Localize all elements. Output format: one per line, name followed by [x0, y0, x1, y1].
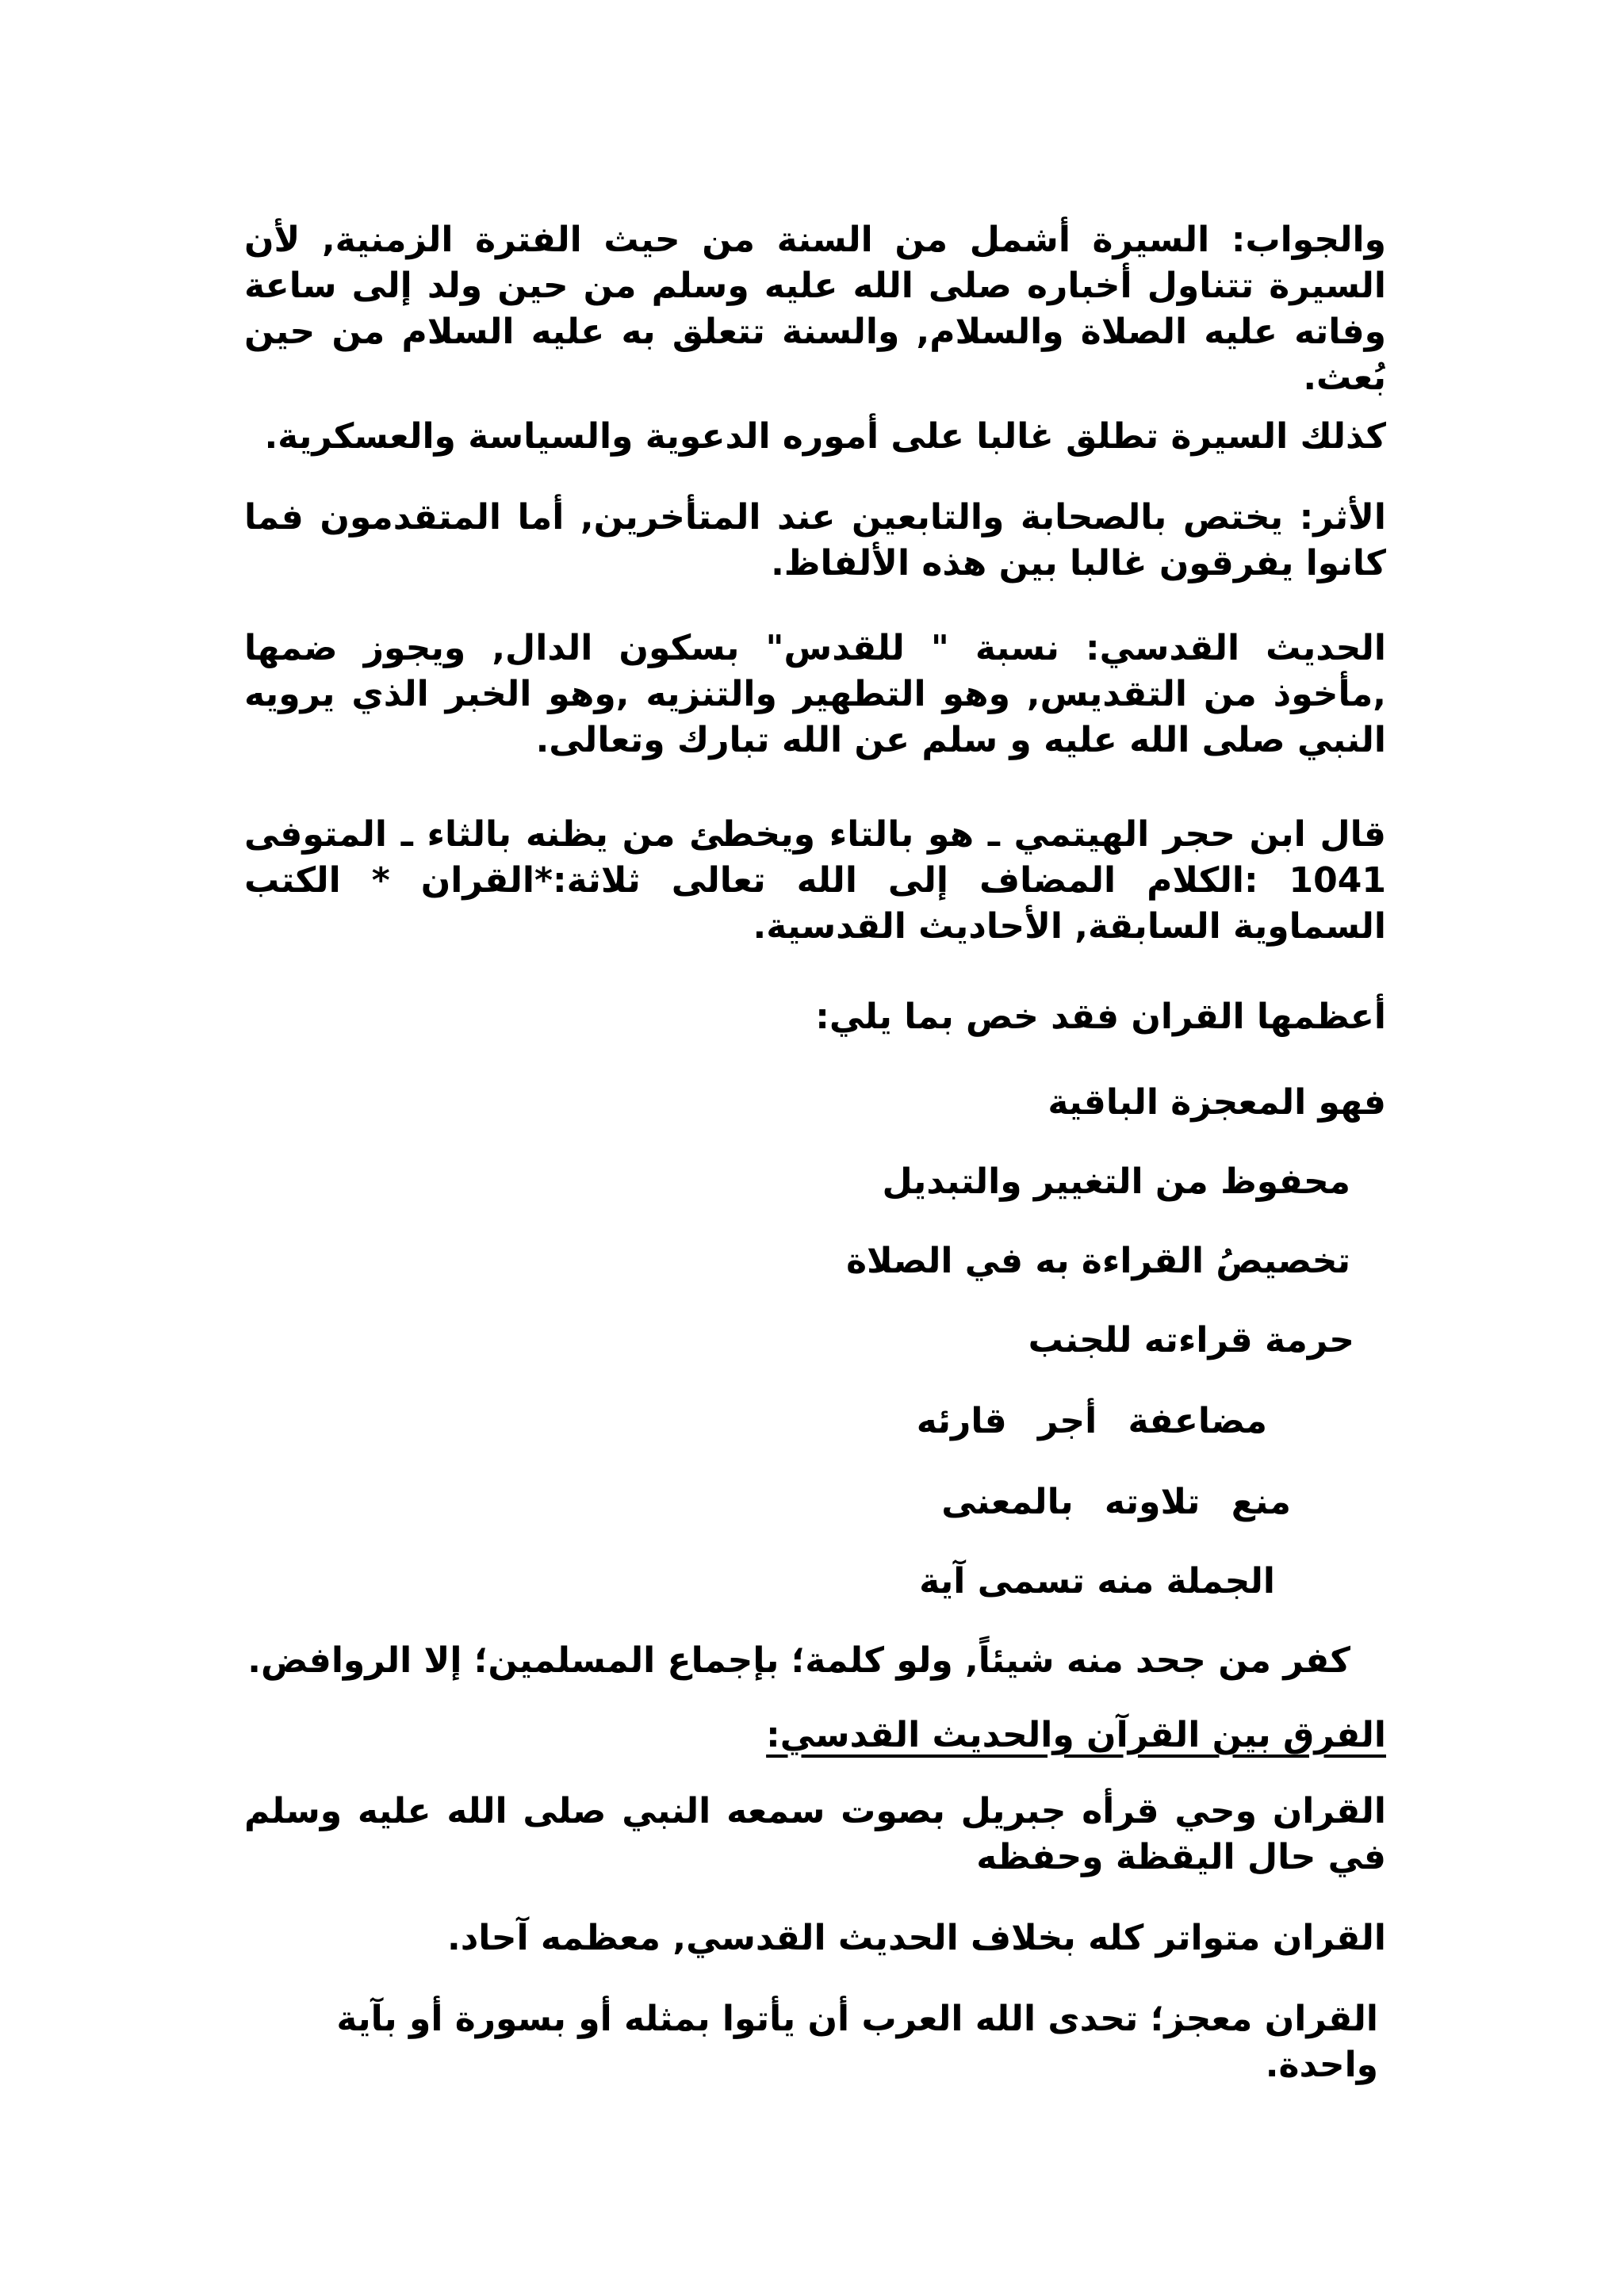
list-item-miracle: فهو المعجزة الباقية: [1048, 1082, 1386, 1123]
list-item-no-paraphrase: منع تلاوته بالمعنى: [941, 1482, 1291, 1522]
list-item-prayer-recitation: تخصيصُ القراءة به في الصلاة: [846, 1241, 1350, 1281]
paragraph-mutawatir: القران متواتر كله بخلاف الحديث القدسي, معظمه آحاد.: [446, 1918, 1386, 1958]
paragraph-athar: الأثر: يختص بالصحابة والتابعين عند المتأخرين, أما المتقدمون فما كانوا يفرقون غالبا بين هذه الألفاظ.: [244, 497, 1386, 584]
paragraph-revelation: القران وحي قرأه جبريل بصوت سمعه النبي صلى الله عليه وسلم في حال اليقظة وحفظه: [244, 1791, 1386, 1877]
paragraph-sira-usage: كذلك السيرة تطلق غالبا على أموره الدعوية والسياسة والعسكرية.: [264, 416, 1386, 457]
paragraph-greatest-quran: أعظمها القران فقد خص بما يلي:: [815, 997, 1386, 1037]
section-heading-difference: الفرق بين القرآن والحديث القدسي:: [766, 1715, 1386, 1755]
list-item-preserved: محفوظ من التغيير والتبديل: [882, 1161, 1350, 1202]
paragraph-ibn-hajar: قال ابن حجر الهيتمي ـ هو بالتاء ويخطئ من يظنه بالثاء ـ المتوفى 1041 :الكلام المضاف إلى الله تعالى ثلاثة:*القران * الكتب السماوية السابقة, الأحاديث القدسية.: [244, 814, 1386, 947]
paragraph-answer-sira: والجواب: السيرة أشمل من السنة من حيث الفترة الزمنية, لأن السيرة تتناول أخباره صلى الله عليه وسلم من حين ولد إلى ساعة وفاته عليه الصلاة والسلام, والسنة تتعلق به عليه السلام من حين بُعث.: [244, 220, 1386, 398]
paragraph-hadith-qudsi: الحديث القدسي: نسبة " للقدس" بسكون الدال, ويجوز ضمها ,مأخوذ من التقديس, وهو التطهير والتنزيه ,وهو الخبر الذي يرويه النبي صلى الله عليه و سلم عن الله تبارك وتعالى.: [244, 628, 1386, 760]
list-item-ayah: الجملة منه تسمى آية: [919, 1561, 1275, 1601]
list-item-double-reward: مضاعفة أجر قارئه: [916, 1401, 1267, 1441]
list-item-disbelief: كفر من جحد منه شيئاً, ولو كلمة؛ بإجماع المسلمين؛ إلا الروافض.: [247, 1640, 1350, 1681]
paragraph-inimitable: القران معجز؛ تحدى الله العرب أن يأتوا بمثله أو بسورة أو بآية واحدة.: [336, 1999, 1378, 2085]
list-item-junub: حرمة قراءته للجنب: [1028, 1320, 1354, 1360]
